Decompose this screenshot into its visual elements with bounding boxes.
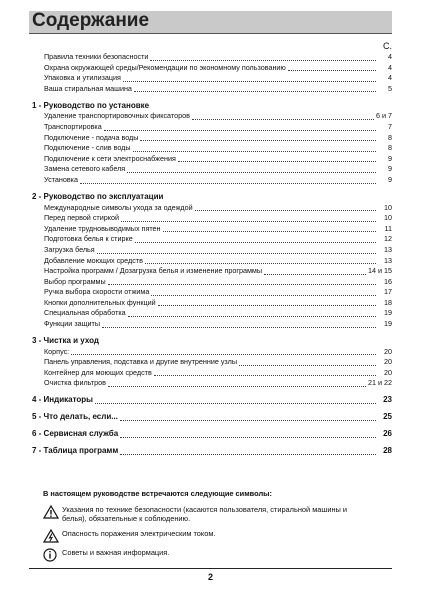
- toc-entry: [32, 234, 392, 245]
- dot-leader: [120, 454, 376, 455]
- toc-label: Подключение - слив воды: [44, 143, 131, 153]
- toc-label: Транспортировка: [44, 121, 102, 131]
- toc-section-heading: [32, 335, 392, 347]
- toc-label: Выбор программы: [44, 276, 106, 286]
- table-of-contents: [32, 52, 392, 457]
- toc-page-number: 20: [384, 367, 392, 377]
- toc-label: 3 - Чистка и уход: [32, 336, 99, 346]
- toc-entry: [32, 143, 392, 154]
- toc-entry: [32, 287, 392, 298]
- toc-entry: [32, 266, 392, 277]
- dot-leader: [140, 140, 376, 141]
- toc-page-number: 13: [384, 255, 392, 265]
- toc-label: 1 - Руководство по установке: [32, 100, 150, 110]
- toc-label: Очистка фильтров: [44, 378, 106, 388]
- toc-page-number: 4: [388, 52, 392, 61]
- toc-label: Функции защиты: [44, 319, 100, 329]
- toc-entry: [32, 175, 392, 186]
- dot-leader: [163, 231, 376, 232]
- toc-entry: [32, 73, 392, 84]
- toc-entry: [32, 52, 392, 63]
- toc-entry: [32, 224, 392, 235]
- toc-page-number: 26: [383, 429, 392, 439]
- dot-leader: [135, 242, 376, 243]
- toc-page-number: 16: [384, 276, 392, 286]
- toc-section-heading: [32, 191, 392, 203]
- toc-label: Правила техники безопасности: [44, 52, 149, 61]
- dot-leader: [133, 151, 376, 152]
- toc-label: Панель управления, подставка и другие внутренние узлы: [44, 357, 237, 367]
- dot-leader: [288, 70, 376, 71]
- toc-label: Перед первой стиркой: [44, 213, 119, 223]
- legend-item-text: Советы и важная информация.: [62, 547, 170, 557]
- toc-label: Установка: [44, 174, 78, 184]
- legend-item-text: Указания по технике безопасности (касаются пользователя, стиральной машины и белья), обязательные к соблюдению.: [62, 504, 348, 523]
- toc-label: 6 - Сервисная служба: [32, 429, 119, 439]
- page-number: 2: [207, 572, 213, 582]
- dot-leader: [102, 327, 376, 328]
- toc-page-number: 28: [383, 446, 392, 456]
- legend-item-electric: [43, 529, 373, 543]
- toc-label: Подключение к сети электроснабжения: [44, 153, 176, 163]
- toc-entry: [32, 277, 392, 288]
- toc-section-heading: [32, 445, 392, 457]
- dot-leader: [151, 295, 376, 296]
- toc-label: Ваша стиральная машина: [44, 83, 132, 93]
- toc-page-number: 7: [388, 121, 392, 131]
- toc-section-heading: [32, 411, 392, 423]
- toc-entry: [32, 368, 392, 379]
- toc-entry: [32, 256, 392, 267]
- symbols-legend: [43, 489, 373, 567]
- toc-page-number: 14 и 15: [368, 266, 392, 276]
- footer-divider: [29, 568, 392, 569]
- toc-entry: [32, 63, 392, 74]
- toc-label: 4 - Индикаторы: [32, 395, 94, 405]
- toc-page-number: 18: [384, 297, 392, 307]
- toc-label: Настройка программ / Дозагрузка белья и изменение программы: [44, 266, 263, 276]
- toc-page-number: 8: [388, 143, 392, 153]
- dot-leader: [97, 253, 376, 254]
- toc-entry: [32, 319, 392, 330]
- toc-entry: [32, 154, 392, 165]
- dot-leader: [128, 316, 376, 317]
- toc-label: Кнопки дополнительных функций: [44, 297, 156, 307]
- dot-leader: [127, 172, 376, 173]
- toc-section-heading: [32, 428, 392, 440]
- toc-page-number: 19: [384, 319, 392, 329]
- toc-label: Международные символы ухода за одеждой: [44, 202, 193, 212]
- toc-page-number: 9: [388, 164, 392, 174]
- toc-page-number: 12: [384, 234, 392, 244]
- toc-entry: [32, 122, 392, 133]
- toc-page-number: 25: [383, 412, 392, 422]
- toc-entry: [32, 133, 392, 144]
- dot-leader: [121, 221, 376, 222]
- dot-leader: [71, 354, 376, 355]
- legend-title: В настоящем руководстве встречаются следующие символы:: [43, 489, 272, 498]
- dot-leader: [195, 210, 376, 211]
- toc-page-number: 13: [384, 244, 392, 254]
- toc-label: Ручка выбора скорости отжима: [44, 287, 150, 297]
- warning-triangle-icon: [43, 505, 59, 519]
- legend-item-safety: [43, 505, 373, 524]
- dot-leader: [158, 305, 376, 306]
- toc-label: Корпус:: [44, 346, 70, 356]
- page-title: Содержание: [32, 10, 150, 31]
- toc-entry: [32, 84, 392, 95]
- toc-page-number: 10: [384, 202, 392, 212]
- toc-entry: [32, 245, 392, 256]
- toc-entry: [32, 213, 392, 224]
- toc-page-number: 8: [388, 132, 392, 142]
- dot-leader: [178, 161, 376, 162]
- toc-entry: [32, 357, 392, 368]
- toc-page-number: 4: [388, 73, 392, 83]
- dot-leader: [134, 91, 376, 92]
- dot-leader: [95, 403, 376, 404]
- toc-page-number: 10: [384, 213, 392, 223]
- toc-entry: [32, 298, 392, 309]
- toc-page-number: 20: [384, 357, 392, 367]
- dot-leader: [108, 386, 366, 387]
- dot-leader: [154, 375, 376, 376]
- page-column-label: С.: [383, 41, 392, 51]
- toc-section-heading: [32, 99, 392, 111]
- toc-label: Загрузка белья: [44, 244, 95, 254]
- toc-label: Удаление трудновыводимых пятен: [44, 223, 161, 233]
- toc-label: Контейнер для моющих средств: [44, 367, 152, 377]
- toc-page-number: 4: [388, 62, 392, 72]
- title-bar: [29, 11, 392, 34]
- toc-page-number: 20: [384, 346, 392, 356]
- toc-label: Замена сетевого кабеля: [44, 164, 126, 174]
- toc-entry: [32, 203, 392, 214]
- toc-label: 5 - Что делать, если...: [32, 412, 118, 422]
- toc-page-number: 23: [383, 395, 392, 405]
- dot-leader: [150, 60, 376, 61]
- toc-label: Упаковка и утилизация: [44, 73, 121, 83]
- toc-page-number: 6 и 7: [375, 111, 392, 121]
- toc-page-number: 21 и 22: [368, 378, 392, 388]
- toc-label: Подключение - подача воды: [44, 132, 139, 142]
- toc-entry: [32, 378, 392, 389]
- legend-item-info: [43, 548, 373, 562]
- electric-hazard-icon: [43, 529, 59, 543]
- dot-leader: [120, 420, 376, 421]
- toc-section-heading: [32, 394, 392, 406]
- toc-label: Добавление моющих средств: [44, 255, 143, 265]
- dot-leader: [192, 119, 374, 120]
- dot-leader: [120, 437, 376, 438]
- toc-entry: [32, 308, 392, 319]
- toc-page-number: 5: [388, 83, 392, 93]
- toc-entry: [32, 111, 392, 122]
- toc-label: Охрана окружающей среды/Рекомендации по экономному пользованию: [44, 62, 286, 72]
- toc-page-number: 9: [388, 174, 392, 184]
- toc-label: 7 - Таблица программ: [32, 446, 119, 456]
- dot-leader: [108, 284, 376, 285]
- dot-leader: [80, 183, 376, 184]
- info-circle-icon: [43, 548, 59, 562]
- toc-label: Удаление транспортировочных фиксаторов: [44, 111, 190, 121]
- toc-page-number: 11: [384, 223, 392, 233]
- toc-label: Специальная обработка: [44, 308, 126, 318]
- toc-page-number: 9: [388, 153, 392, 163]
- toc-page-number: 19: [384, 308, 392, 318]
- toc-label: Подготовка белья к стирке: [44, 234, 133, 244]
- dot-leader: [264, 274, 366, 275]
- toc-entry: [32, 164, 392, 175]
- dot-leader: [104, 130, 376, 131]
- dot-leader: [145, 263, 376, 264]
- toc-entry: [32, 347, 392, 358]
- toc-label: 2 - Руководство по эксплуатации: [32, 191, 164, 201]
- dot-leader: [123, 81, 376, 82]
- legend-item-text: Опасность поражения электрическим током.: [62, 528, 216, 538]
- toc-page-number: 17: [384, 287, 392, 297]
- dot-leader: [239, 365, 376, 366]
